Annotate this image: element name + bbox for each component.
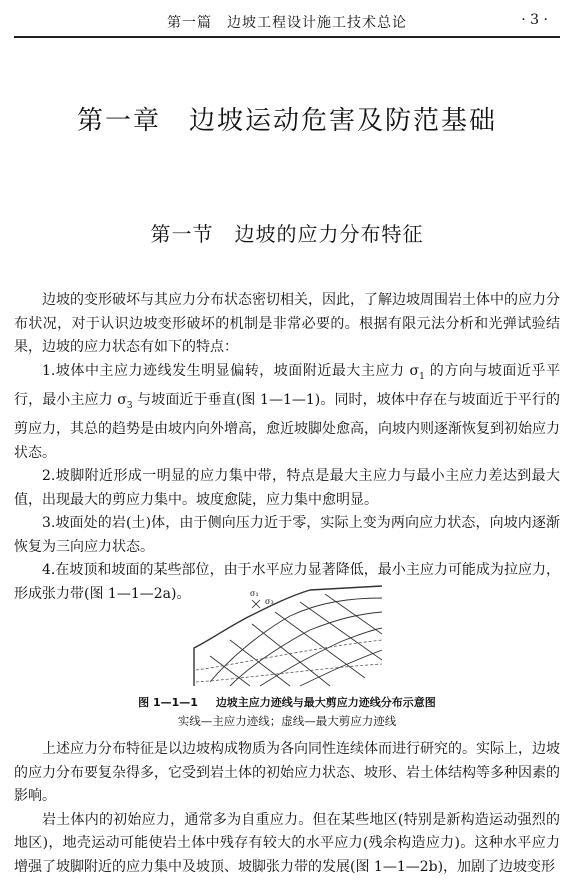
figure-number: 图 1—1—1 bbox=[138, 696, 198, 709]
chapter-title: 第一章 边坡运动危害及防范基础 bbox=[76, 106, 497, 136]
paragraph-intro: 边坡的变形破坏与其应力分布状态密切相关，因此，了解边坡周围岩土体中的应力分布状况，对于认识边坡变形破坏的机制是非常必要的。根据有限元法分析和光弹试验结果，边坡的应力状态有如下的特点： bbox=[14, 292, 560, 355]
sigma3-label: σ₃ bbox=[265, 597, 274, 606]
page-number: · 3 · bbox=[521, 12, 548, 28]
paragraph-point-3: 3.坡面处的岩(土)体，由于侧向压力近于零，实际上变为两向应力状态，向坡内逐渐恢复为三向应力状态。 bbox=[14, 515, 560, 555]
sigma1-label: σ₁ bbox=[250, 589, 259, 598]
paragraph-point-2: 2.坡脚附近形成一明显的应力集中带，特点是最大主应力与最小主应力差达到最大值，出现最大的剪应力集中。坡度愈陡，应力集中愈明显。 bbox=[14, 468, 560, 508]
paragraph-complexity: 上述应力分布特征是以边坡构成物质为各向同性连续体而进行研究的。实际上，边坡的应力分布要复杂得多，它受到岩土体的初始应力状态、坡形、岩土体结构等多种因素的影响。 bbox=[14, 741, 560, 804]
sigma-subscript-3: 3 bbox=[126, 400, 133, 411]
body-text-bottom bbox=[14, 738, 560, 879]
point-1-part-b: 方向与坡面近乎平行，最小主应力 σ bbox=[14, 362, 560, 408]
point-1-part-c: 与坡面近于垂直(图 1—1—1)。同时，坡体中存在与坡面近于平行的剪应力，其总的趋势是由坡内向外增高，愈近坡脚处愈高，向坡内则逐渐恢复到初始应力状态。 bbox=[14, 391, 560, 461]
slope-surface-line bbox=[194, 586, 382, 686]
paragraph-initial-stress: 岩土体内的初始应力，通常多为自重应力。但在某些地区(特别是新构造运动强烈的地区)，地壳运动可能使岩土体中残存有较大的水平应力(残余构造应力)。这种水平应力增强了坡脚附近的应力集中及坡顶、坡脚张力带的发展(图 1—1—2b)，加剧了边坡变形 bbox=[14, 811, 560, 875]
slope-stress-trajectory-figure bbox=[190, 578, 385, 690]
figure-caption bbox=[0, 694, 574, 710]
section-title: 第一节 边坡的应力分布特征 bbox=[150, 222, 424, 246]
figure-caption-text: 边坡主应力迹线与最大剪应力迹线分布示意图 bbox=[215, 696, 436, 709]
paragraph-point-1: 1.坡体中主应力迹线发生明显偏转，坡面附近最大主应力 $\sigma_1$ 的方向与坡面近乎平行，最小主应力 $\sigma_3$ 与坡面近于垂直(图 1—1—1)。同时，坡体中存在与坡面近于平行的剪应力，其总的趋势是由坡内向外增高，愈近坡脚处愈高，向坡内则逐渐恢复到初始应力状态。 bbox=[14, 362, 560, 461]
stress-arrows bbox=[252, 600, 260, 608]
sigma-subscript-1: 1 bbox=[419, 371, 425, 382]
figure-subcaption: 实线—主应力迹线；虚线—最大剪应力迹线 bbox=[177, 714, 397, 728]
paragraph-point-4: 4.在坡顶和坡面的某些部位，由于水平应力显著降低，最小主应力可能成为拉应力，形成张力带(图 1—1—2a)。 bbox=[14, 562, 560, 602]
running-title: 第一篇 边坡工程设计施工技术总论 bbox=[167, 15, 407, 31]
page-header bbox=[14, 6, 560, 38]
stress-labels bbox=[250, 589, 274, 606]
point-1-part-a: 1.坡体中主应力迹线发生明显偏转，坡面附近最大主应力 σ bbox=[42, 362, 420, 379]
body-text-top bbox=[14, 289, 560, 606]
